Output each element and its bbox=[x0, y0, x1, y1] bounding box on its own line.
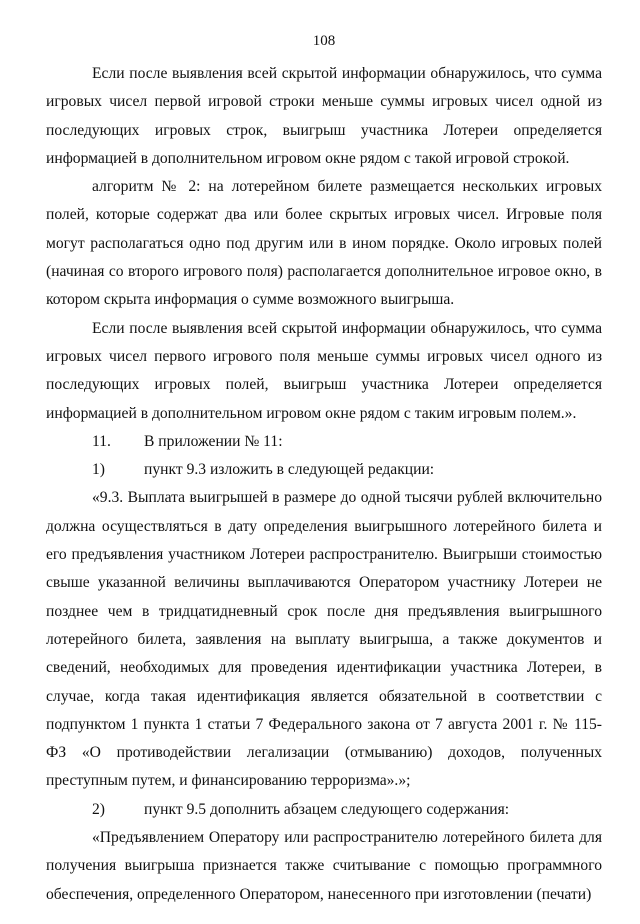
item-1 bbox=[46, 456, 602, 484]
item-11 bbox=[46, 428, 602, 456]
item-number: 11. bbox=[92, 432, 111, 450]
paragraph-9-5-addition: «Предъявлением Оператору или распространителю лотерейного билета для получения выигрыша признается также считывание с помощью программного обеспечения, определенного Оператором, нанесенного при изготовлении (печати) bbox=[46, 829, 602, 903]
paragraph-9-3: «9.3. Выплата выигрышей в размере до одной тысячи рублей включительно должна осуществляться в дату определения выигрышного лотерейного билета и его предъявления участником Лотереи распространителю. Выигрыши стоимостью свыше указанной величины выплачиваются Оператором участнику Лотереи не позднее чем в тридцатидневный срок после дня предъявления выигрышного лотерейного билета, заявления на выплату выигрыша, а также документов и сведений, необходимых для проведения идентификации участника Лотереи, в случае, когда такая идентификация является обязательной в соответствии с подпунктом 1 пункта 1 статьи 7 Федерального закона от 7 августа 2001 г. № 115-ФЗ «О противодействии легализации (отмыванию) доходов, полученных преступным путем, и финансированию терроризма».»; bbox=[46, 489, 602, 790]
paragraph-algorithm-2: алгоритм № 2: на лотерейном билете размещается нескольких игровых полей, которые содержат два или более скрытых игровых чисел. Игровые поля могут располагаться одно под другим или в ином порядке. Около игровых полей (начиная со второго игрового поля) располагается дополнительное игровое окно, в котором скрыта информация о сумме возможного выигрыша. bbox=[46, 178, 602, 309]
item-2 bbox=[46, 796, 602, 824]
paragraph-3: Если после выявления всей скрытой информации обнаружилось, что сумма игровых чисел первого игрового поля меньше суммы игровых чисел одного из последующих игровых полей, выигрыш участника Лотереи определяется информацией в дополнительном игровом окне рядом с таким игровым полем.». bbox=[46, 319, 602, 422]
item-text: В приложении № 11: bbox=[144, 432, 283, 450]
item-number: 1) bbox=[92, 461, 105, 479]
page-number: 108 bbox=[312, 33, 336, 49]
paragraph-1: Если после выявления всей скрытой информации обнаружилось, что сумма игровых чисел первой игровой строки меньше суммы игровых чисел одной из последующих игровых строк, выигрыш участника Лотереи определяется информацией в дополнительном игровом окне рядом с такой игровой строкой. bbox=[46, 65, 602, 167]
item-text: пункт 9.5 дополнить абзацем следующего содержания: bbox=[144, 800, 510, 818]
item-text: пункт 9.3 изложить в следующей редакции: bbox=[144, 461, 435, 479]
item-number: 2) bbox=[92, 800, 105, 818]
